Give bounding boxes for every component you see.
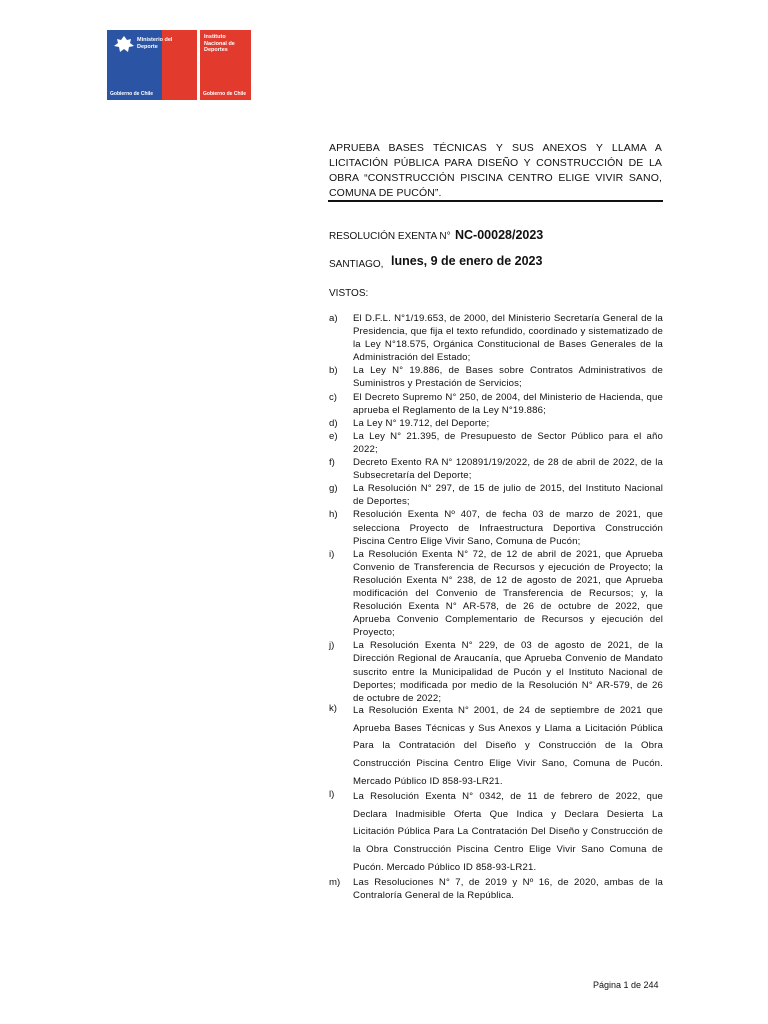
list-item [329,508,663,547]
coat-of-arms-icon [111,34,137,56]
item-label: c) [329,391,337,403]
item-text: Resolución Exenta Nº 407, de fecha 03 de marzo de 2021, que selecciona Proyecto de Infraestructura Deportiva Construcción Piscina Centro Elige Vivir Sano, Comuna de Pucón; [353,509,663,547]
vistos-list [329,312,663,902]
list-item [329,364,663,390]
vistos-heading: VISTOS: [329,288,369,299]
item-text: La Resolución Exenta N° 2001, de 24 de septiembre de 2021 que Aprueba Bases Técnicas y Sus Anexos y Llama a Licitación Pública Para la Contratación del Diseño y Construcción de la Obra Construcción Piscina Centro Elige Vivir Sano, Comuna de Pucón. Mercado Público ID 858-93-LR21. [353,704,663,787]
item-label: l) [329,788,335,800]
list-item [329,639,663,704]
item-text: La Resolución N° 297, de 15 de julio de 2015, del Instituto Nacional de Deportes; [353,483,663,508]
list-item [329,702,663,791]
logo-left-text: Ministerio del Deporte [137,37,173,50]
ind-logo [200,30,251,100]
list-item [329,456,663,482]
item-label: a) [329,313,338,324]
resolution-date: lunes, 9 de enero de 2023 [391,254,543,268]
item-label: e) [329,430,338,442]
list-item [329,548,663,640]
item-label: i) [329,548,335,560]
item-label: k) [329,702,337,714]
item-text: La Ley N° 21.395, de Presupuesto de Sector Público para el año 2022; [353,430,663,455]
logo-right-text: Instituto Nacional de Deportes [204,34,235,53]
item-label: d) [329,417,338,429]
item-label: g) [329,483,338,495]
title-divider [328,200,663,202]
item-text: Decreto Exento RA N° 120891/19/2022, de 28 de abril de 2022, de la Subsecretaría del Deporte; [353,457,663,482]
list-item [329,482,663,508]
item-text: La Ley N° 19.712, del Deporte; [353,417,490,429]
logo-right-footer: Gobierno de Chile [203,91,247,97]
list-item [329,788,663,877]
item-label: f) [329,457,335,469]
item-text: La Resolución Exenta N° 0342, de 11 de febrero de 2022, que Declara Inadmisible Oferta Que Indica y Declara Desierta La Licitación Pública Para La Contratación Del Diseño y Construcción de la Obra Construcción Piscina Centro Elige Vivir Sano Comuna de Pucón. Mercado Público ID 858-93-LR21. [353,790,663,873]
item-text: El D.F.L. N°1/19.653, de 2000, del Ministerio Secretaría General de la Presidencia, que fija el texto refundido, coordinado y sistematizado de la Ley N°18.575, Orgánica Constitucional de Bases Generales de la Administración del Estado; [353,313,663,364]
page-number: Página 1 de 244 [593,980,659,990]
list-item [329,312,663,364]
ministerio-deporte-logo [107,30,197,100]
item-text: Las Resoluciones N° 7, de 2019 y Nº 16, de 2020, ambas de la Contraloría General de la República. [353,876,663,901]
item-label: m) [329,876,341,888]
item-label: h) [329,509,338,521]
item-text: El Decreto Supremo N° 250, de 2004, del Ministerio de Hacienda, que aprueba el Reglamento de la Ley N°19.886; [353,391,663,416]
list-item [329,876,663,902]
item-label: j) [329,640,335,652]
list-item [329,430,663,456]
resolution-number: NC-00028/2023 [455,228,544,242]
city-label: SANTIAGO, [329,259,384,270]
item-text: La Resolución Exenta N° 72, de 12 de abril de 2021, que Aprueba Convenio de Transferencia de Recursos y ejecución de Proyecto; la Resolución Exenta N° 238, de 12 de agosto de 2021, que Aprueba modificación del Convenio de Transferencia de Recursos; y, la Resolución Exenta N° AR-578, de 26 de octubre de 2022, que Aprueba Convenio Complementario de Recursos y ejecución del Proyecto; [353,548,663,639]
list-item [329,391,663,417]
item-text: La Ley N° 19.886, de Bases sobre Contratos Administrativos de Suministros y Prestación de Servicios; [353,365,663,390]
document-title: APRUEBA BASES TÉCNICAS Y SUS ANEXOS Y LLAMA A LICITACIÓN PÚBLICA PARA DISEÑO Y CONSTRUCCIÓN DE LA OBRA “CONSTRUCCIÓN PISCINA CENTRO ELIGE VIVIR SANO, COMUNA DE PUCÓN”. [329,142,662,199]
logo-left-footer: Gobierno de Chile [110,91,154,97]
list-item [329,417,663,430]
item-text: La Resolución Exenta N° 229, de 03 de agosto de 2021, de la Dirección Regional de Araucanía, que Aprueba Convenio de Mandato suscrito entre la Municipalidad de Pucón y el Instituto Nacional de Deportes; modificada por medio de la Resolución N° AR-579, de 26 de octubre de 2022; [353,640,663,704]
item-label: b) [329,365,338,377]
resolution-label: RESOLUCIÓN EXENTA N° [329,231,451,242]
